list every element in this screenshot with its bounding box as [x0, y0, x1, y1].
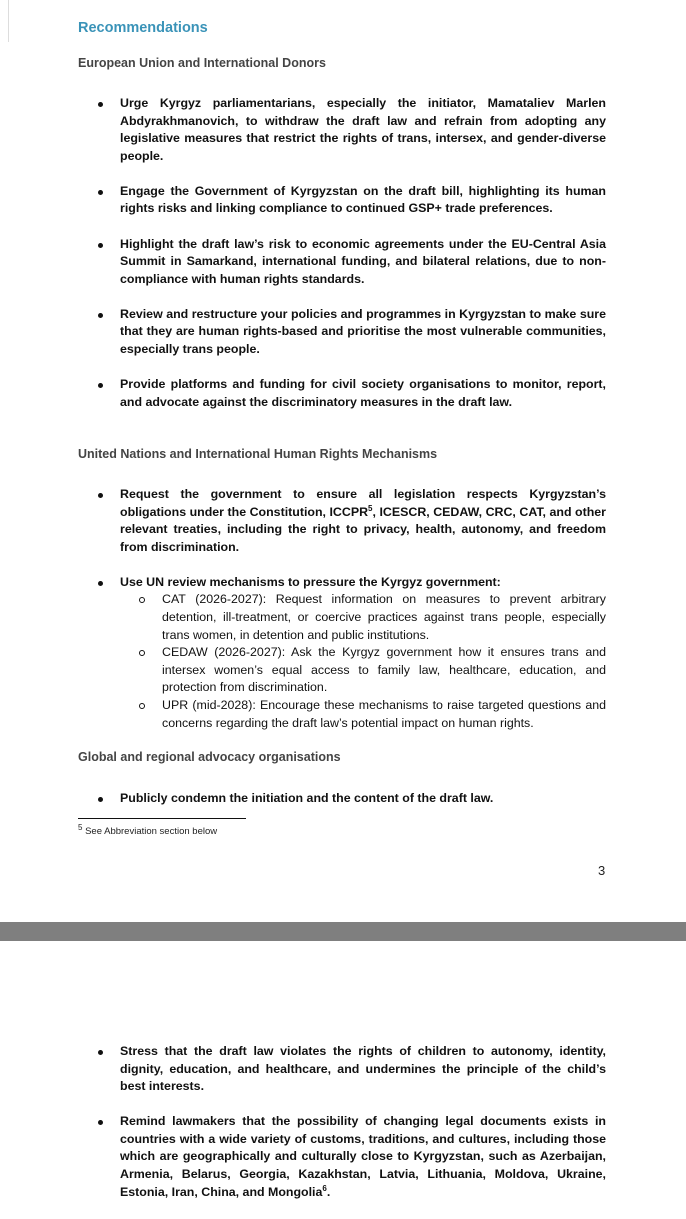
sub-list-item: CAT (2026-2027): Request information on measures to prevent arbitrary detention, ill-treatment, or coercive practices against trans people, especially trans women, in detention and public institutions. [120, 591, 606, 644]
page-title: Recommendations [78, 20, 208, 36]
un-mechanisms-sublist [120, 591, 606, 732]
bullet-icon [98, 383, 103, 388]
bullet-icon [98, 1050, 103, 1055]
sub-bullet-icon [139, 703, 145, 709]
footnote-divider [78, 818, 246, 819]
footnote: $^5$ See Abbreviation section below [78, 822, 218, 837]
eu-recommendations-list [78, 95, 606, 429]
list-item: Engage the Government of Kyrgyzstan on the draft bill, highlighting its human rights risks and linking compliance to continued GSP+ trade preferences. [78, 183, 606, 218]
list-item: Stress that the draft law violates the rights of children to autonomy, identity, dignity, education, and healthcare, and undermines the principle of the child’s best interests. [78, 1043, 606, 1096]
section-heading-global: Global and regional advocacy organisations [78, 750, 341, 764]
bullet-icon [98, 243, 103, 248]
section-heading-eu: European Union and International Donors [78, 56, 326, 70]
sub-bullet-icon [139, 650, 145, 656]
continued-recommendations-list [78, 1043, 606, 1219]
list-item: Highlight the draft law’s risk to economic agreements under the EU-Central Asia Summit in Samarkand, international funding, and bilateral relations, due to non-compliance with human rights standards. [78, 236, 606, 289]
bullet-icon [98, 581, 103, 586]
bullet-icon [98, 190, 103, 195]
footnote-ref: 5 [368, 503, 373, 513]
un-recommendations-list [78, 486, 606, 750]
bullet-icon [98, 493, 103, 498]
bullet-icon [98, 102, 103, 107]
list-item: Provide platforms and funding for civil society organisations to monitor, report, and advocate against the discriminatory measures in the draft law. [78, 376, 606, 411]
page-separator [0, 922, 686, 941]
global-recommendations-list [78, 790, 606, 825]
page-number: 3 [598, 863, 606, 878]
list-item: Use UN review mechanisms to pressure the Kyrgyz government: CAT (2026-2027): Request information on measures to prevent arbitrary detention, ill-treatment, or coercive practices against trans people, especially trans women, in detention and public institutions. CEDAW (2026-2027): Ask the Kyrgyz government how it ensures trans and intersex women’s equal access to family law, healthcare, education, and protection from discrimination. UPR (mid-2028): Encourage these mechanisms to raise targeted questions and concerns regarding the draft law’s potential impact on human rights. [78, 574, 606, 732]
section-heading-un: United Nations and International Human Rights Mechanisms [78, 447, 438, 461]
list-item: Publicly condemn the initiation and the content of the draft law. [78, 790, 606, 808]
sub-list-item: UPR (mid-2028): Encourage these mechanisms to raise targeted questions and concerns regarding the draft law’s potential impact on human rights. [120, 697, 606, 732]
sub-list-item: CEDAW (2026-2027): Ask the Kyrgyz government how it ensures trans and intersex women’s equal access to family law, healthcare, education, and protection from discrimination. [120, 644, 606, 697]
list-item: Urge Kyrgyz parliamentarians, especially the initiator, Mamataliev Marlen Abdyrakhmanovich, to withdraw the draft law and refrain from adopting any legislative measures that restrict the rights of trans, intersex, and gender-diverse people. [78, 95, 606, 165]
footnote-ref: 6 [322, 1183, 327, 1193]
bullet-icon [98, 797, 103, 802]
bullet-icon [98, 313, 103, 318]
sub-bullet-icon [139, 597, 145, 603]
page-edge [0, 0, 9, 42]
list-item: Remind lawmakers that the possibility of changing legal documents exists in countries with a wide variety of customs, traditions, and cultures, including those which are geographically and culturally close to Kyrgyzstan, such as Azerbaijan, Armenia, Belarus, Georgia, Kazakhstan, Latvia, Lithuania, Moldova, Ukraine, Estonia, Iran, China, and Mongolia$^6$. [78, 1113, 606, 1201]
list-item: Request the government to ensure all legislation respects Kyrgyzstan’s obligations under the Constitution, ICCPR$^5$, ICESCR, CEDAW, CRC, CAT, and other relevant treaties, including the right to privacy, health, autonomy, and freedom from discrimination. [78, 486, 606, 556]
list-item: Review and restructure your policies and programmes in Kyrgyzstan to make sure that they are human rights-based and prioritise the most vulnerable communities, especially trans people. [78, 306, 606, 359]
bullet-icon [98, 1120, 103, 1125]
